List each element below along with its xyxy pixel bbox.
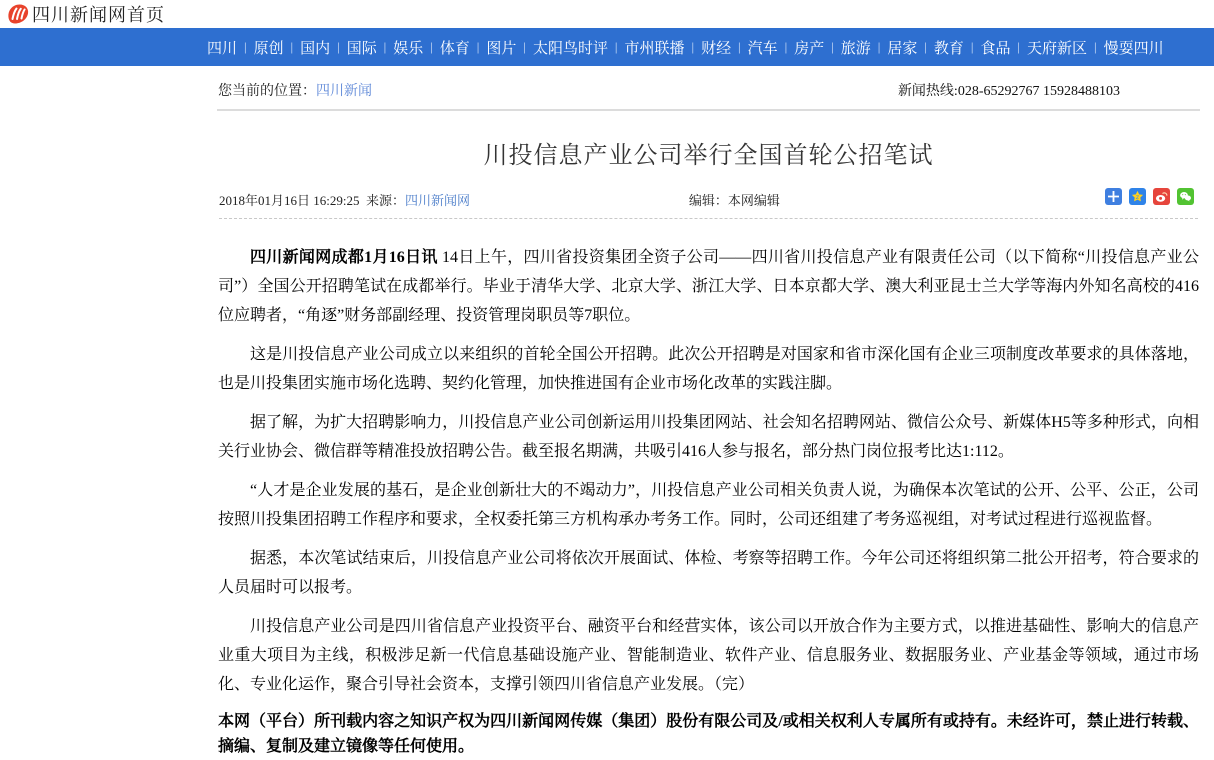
nav-item-world[interactable]: 国际 xyxy=(346,40,377,57)
nav-item-original[interactable]: 原创 xyxy=(253,40,284,57)
site-home-link[interactable]: 四川新闻网首页 xyxy=(32,5,165,25)
nav-item-finance[interactable]: 财经 xyxy=(701,40,732,57)
article-paragraph: 这是川投信息产业公司成立以来组织的首轮全国公开招聘。此次公开招聘是对国家和省市深化国有企业三项制度改革要求的具体落地，也是川投集团实施市场化选聘、契约化管理，加快推进国有企业市场化改革的实践注脚。 xyxy=(218,346,1199,392)
nav-item-sunbird[interactable]: 太阳鸟时评 xyxy=(532,40,608,57)
nav-separator: | xyxy=(1017,39,1021,54)
article-paragraph xyxy=(218,243,1199,330)
article-editor: 编辑：本网编辑 xyxy=(688,193,780,208)
breadcrumb xyxy=(218,80,372,100)
nav-separator: | xyxy=(970,39,974,54)
nav-item-cities[interactable]: 市州联播 xyxy=(624,40,685,57)
nav-item-tianfu[interactable]: 天府新区 xyxy=(1027,40,1088,57)
sichuan-news-logo-icon[interactable] xyxy=(6,2,30,26)
nav-separator: | xyxy=(784,39,788,54)
nav-separator: | xyxy=(831,39,834,54)
nav-item-sichuan[interactable]: 四川 xyxy=(207,40,238,57)
nav-separator: | xyxy=(924,39,927,54)
page-title: 川投信息产业公司举行全国首轮公招笔试 xyxy=(483,142,934,169)
nav-item-food[interactable]: 食品 xyxy=(980,40,1011,57)
weibo-icon[interactable] xyxy=(1153,188,1170,205)
nav-separator: | xyxy=(430,39,433,54)
nav-separator: | xyxy=(738,39,741,54)
article-date: 2018年01月16日 16:29:25 xyxy=(219,193,360,208)
main-nav xyxy=(0,28,1214,66)
nav-separator: | xyxy=(337,39,340,54)
source-link[interactable]: 四川新闻网 xyxy=(405,193,471,208)
share-more-icon[interactable] xyxy=(1105,188,1122,205)
breadcrumb-label: 您当前的位置： xyxy=(218,84,316,99)
article-paragraph: 据悉，本次笔试结束后，川投信息产业公司将依次开展面试、体检、考察等招聘工作。今年公司还将组织第二批公开招考，符合要求的人员届时可以报考。 xyxy=(218,550,1199,596)
nav-item-sports[interactable]: 体育 xyxy=(439,40,470,57)
article-paragraph: “人才是企业发展的基石，是企业创新壮大的不竭动力”，川投信息产业公司相关负责人说，为确保本次笔试的公开、公平、公正，公司按照川投集团招聘工作程序和要求，全权委托第三方机构承办考务工作。同时，公司还组建了考务巡视组，对考试过程进行巡视监督。 xyxy=(218,482,1199,528)
nav-item-home[interactable]: 居家 xyxy=(887,40,918,57)
breadcrumb-row xyxy=(217,66,1200,111)
nav-separator: | xyxy=(243,39,247,54)
article-body xyxy=(217,219,1200,699)
article-paragraph: 川投信息产业公司是四川省信息产业投资平台、融资平台和经营实体，该公司以开放合作为主要方式，以推进基础性、影响大的信息产业重大项目为主线，积极涉足新一代信息基础设施产业、智能制造业、软件产业、信息服务业、数据服务业、产业基金等领域，通过市场化、专业化运作，聚合引导社会资本，支撑引领四川省信息产业发展。（完） xyxy=(218,618,1199,693)
nav-item-travel[interactable]: 旅游 xyxy=(840,40,871,57)
nav-separator: | xyxy=(1093,39,1097,54)
share-bar xyxy=(1105,188,1194,205)
source-label: 来源： xyxy=(365,193,405,208)
nav-item-auto[interactable]: 汽车 xyxy=(747,40,778,57)
article-meta-row xyxy=(219,190,1198,219)
nav-item-ent[interactable]: 娱乐 xyxy=(393,40,424,57)
nav-separator: | xyxy=(691,39,695,54)
nav-separator: | xyxy=(614,39,618,54)
nav-item-photo[interactable]: 图片 xyxy=(486,40,517,57)
nav-separator: | xyxy=(877,39,881,54)
article-paragraph-text: 14日上午，四川省投资集团全资子公司——四川省川投信息产业有限责任公司（以下简称“川投信息产业公司”）全国公开招聘笔试在成都举行。毕业于清华大学、北京大学、浙江大学、日本京都大学、澳大利亚昆士兰大学等海内外知名高校的416位应聘者，“角逐”财务部副经理、投资管理岗职员等7职位。 xyxy=(218,249,1199,324)
nav-item-domestic[interactable]: 国内 xyxy=(300,40,331,57)
site-header xyxy=(0,0,1214,28)
news-hotline: 新闻热线:028-65292767 15928488103 xyxy=(897,84,1120,99)
wechat-icon[interactable] xyxy=(1177,188,1194,205)
nav-separator: | xyxy=(476,39,480,54)
nav-separator: | xyxy=(523,39,526,54)
article-meta-left xyxy=(219,190,470,209)
nav-separator: | xyxy=(290,39,294,54)
nav-item-manshuo[interactable]: 慢耍四川 xyxy=(1103,40,1164,57)
breadcrumb-link-sichuan-news[interactable]: 四川新闻 xyxy=(316,84,372,99)
svg-text:Z: Z xyxy=(1135,195,1140,201)
copyright-notice: 本网（平台）所刊载内容之知识产权为四川新闻网传媒（集团）股份有限公司及/或相关权利人专属所有或持有。未经许可，禁止进行转载、摘编、复制及建立镜像等任何使用。 xyxy=(218,713,1199,755)
nav-item-house[interactable]: 房产 xyxy=(794,40,825,57)
nav-item-edu[interactable]: 教育 xyxy=(933,40,964,57)
article-paragraph: 据了解，为扩大招聘影响力，川投信息产业公司创新运用川投集团网站、社会知名招聘网站、微信公众号、新媒体H5等多种形式，向相关行业协会、微信群等精准投放招聘公告。截至报名期满，共吸引416人参与报名，部分热门岗位报考比达1:112。 xyxy=(218,414,1199,460)
content-column xyxy=(203,66,1214,759)
nav-separator: | xyxy=(383,39,387,54)
qzone-icon[interactable] xyxy=(1129,188,1146,205)
article-dateline-lead: 四川新闻网成都1月16日讯 xyxy=(250,249,438,266)
